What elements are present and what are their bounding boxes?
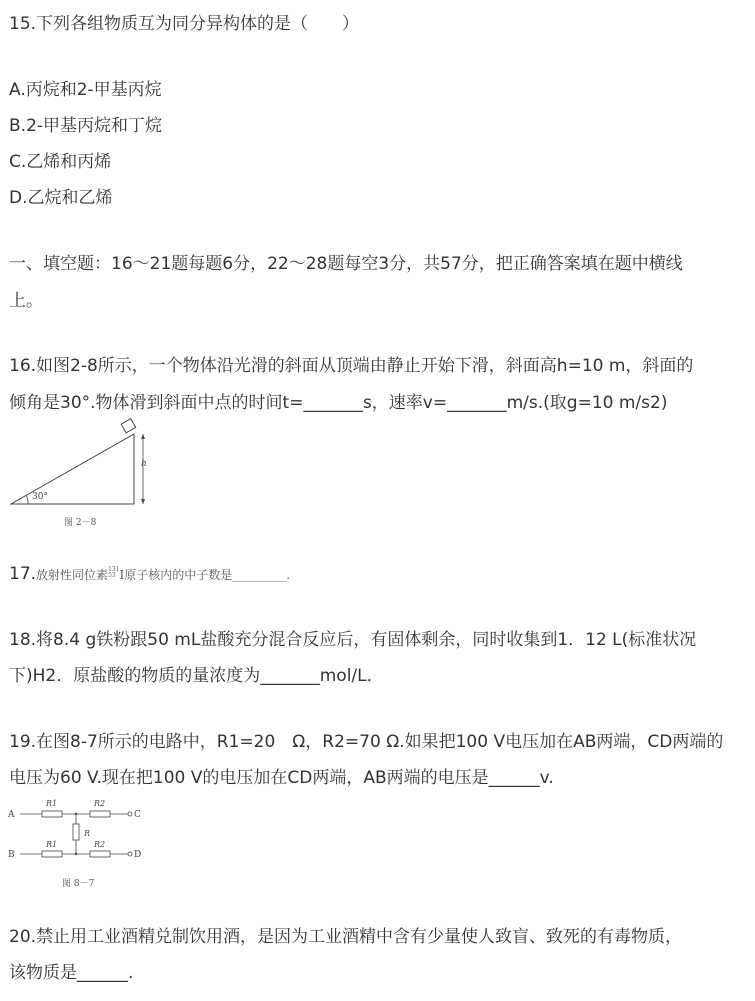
isotope-mass: 131 (108, 566, 120, 573)
label-r2-top: R2 (94, 799, 106, 808)
figure-caption: 图 2－8 (64, 518, 97, 528)
label-c: C (134, 810, 141, 820)
q20-line2: 该物质是______. (9, 963, 134, 983)
q15-option-d: D.乙烷和乙烯 (9, 188, 113, 208)
q17-line (9, 563, 290, 586)
figure-caption: 图 8－7 (62, 879, 95, 889)
sliding-block (121, 419, 136, 433)
section-heading-line2: 上。 (9, 291, 43, 311)
height-label: h (141, 459, 147, 469)
resistor-r1-bottom (42, 851, 62, 857)
q17-text-after: 原子核内的中子数是_________. (124, 568, 291, 582)
angle-arc (27, 496, 29, 504)
q20-line1: 20.禁止用工业酒精兑制饮用酒，是因为工业酒精中含有少量使人致盲、致死的有毒物质， (9, 927, 683, 947)
q15-option-b: B.2-甲基丙烷和丁烷 (9, 116, 163, 136)
incline-diagram (8, 418, 158, 530)
isotope-atomic: 53 (108, 572, 116, 579)
q17-number: 17. (9, 564, 37, 584)
incline-triangle (11, 434, 134, 504)
height-arrow-bottom (141, 499, 145, 504)
label-r-middle: R (84, 829, 91, 838)
figure-2-8 (8, 418, 158, 530)
q15-option-a: A.丙烷和2-甲基丙烷 (9, 80, 162, 100)
section-heading-line1: 一、填空题：16～21题每题6分，22～28题每空3分，共57分，把正确答案填在题中横线 (9, 254, 683, 274)
q17-text-before: 放射性同位素 (36, 568, 109, 582)
q15-option-c: C.乙烯和丙烯 (9, 152, 112, 172)
terminal-d (128, 852, 132, 856)
angle-label: 30° (32, 492, 48, 502)
resistor-r2-top (90, 811, 110, 817)
label-d: D (134, 850, 142, 860)
circuit-diagram (8, 796, 158, 896)
q19-line2: 电压为60 V.现在把100 V的电压加在CD两端，AB两端的电压是______v. (9, 768, 554, 788)
q15-stem: 15.下列各组物质互为同分异构体的是（ ） (9, 14, 360, 34)
label-r1-top: R1 (46, 799, 58, 808)
label-a: A (8, 810, 15, 820)
label-r2-bottom: R2 (94, 840, 106, 849)
q16-line1: 16.如图2-8所示，一个物体沿光滑的斜面从顶端由静止开始下滑，斜面高h=10 m，斜面的 (9, 356, 694, 376)
resistor-r1-top (42, 811, 62, 817)
resistor-r-middle (73, 824, 79, 840)
isotope-symbol: I (119, 568, 125, 582)
q18-line1: 18.将8.4 g铁粉跟50 mL盐酸充分混合反应后，有固体剩余，同时收集到1．12 L(标准状况 (9, 630, 697, 650)
q19-line1: 19.在图8-7所示的电路中，R1=20 Ω，R2=70 Ω.如果把100 V电压加在AB两端，CD两端的 (9, 732, 724, 752)
height-arrow-top (141, 434, 145, 439)
q16-line2: 倾角是30°.物体滑到斜面中点的时间t=_______s，速率v=_______m/s.(取g=10 m/s2) (9, 393, 668, 413)
isotope-notation (108, 568, 124, 582)
label-b: B (8, 850, 15, 860)
q18-line2: 下)H2．原盐酸的物质的量浓度为_______mol/L． (9, 666, 384, 686)
figure-8-7 (8, 796, 158, 896)
label-r1-bottom: R1 (46, 840, 58, 849)
terminal-c (128, 812, 132, 816)
resistor-r2-bottom (90, 851, 110, 857)
